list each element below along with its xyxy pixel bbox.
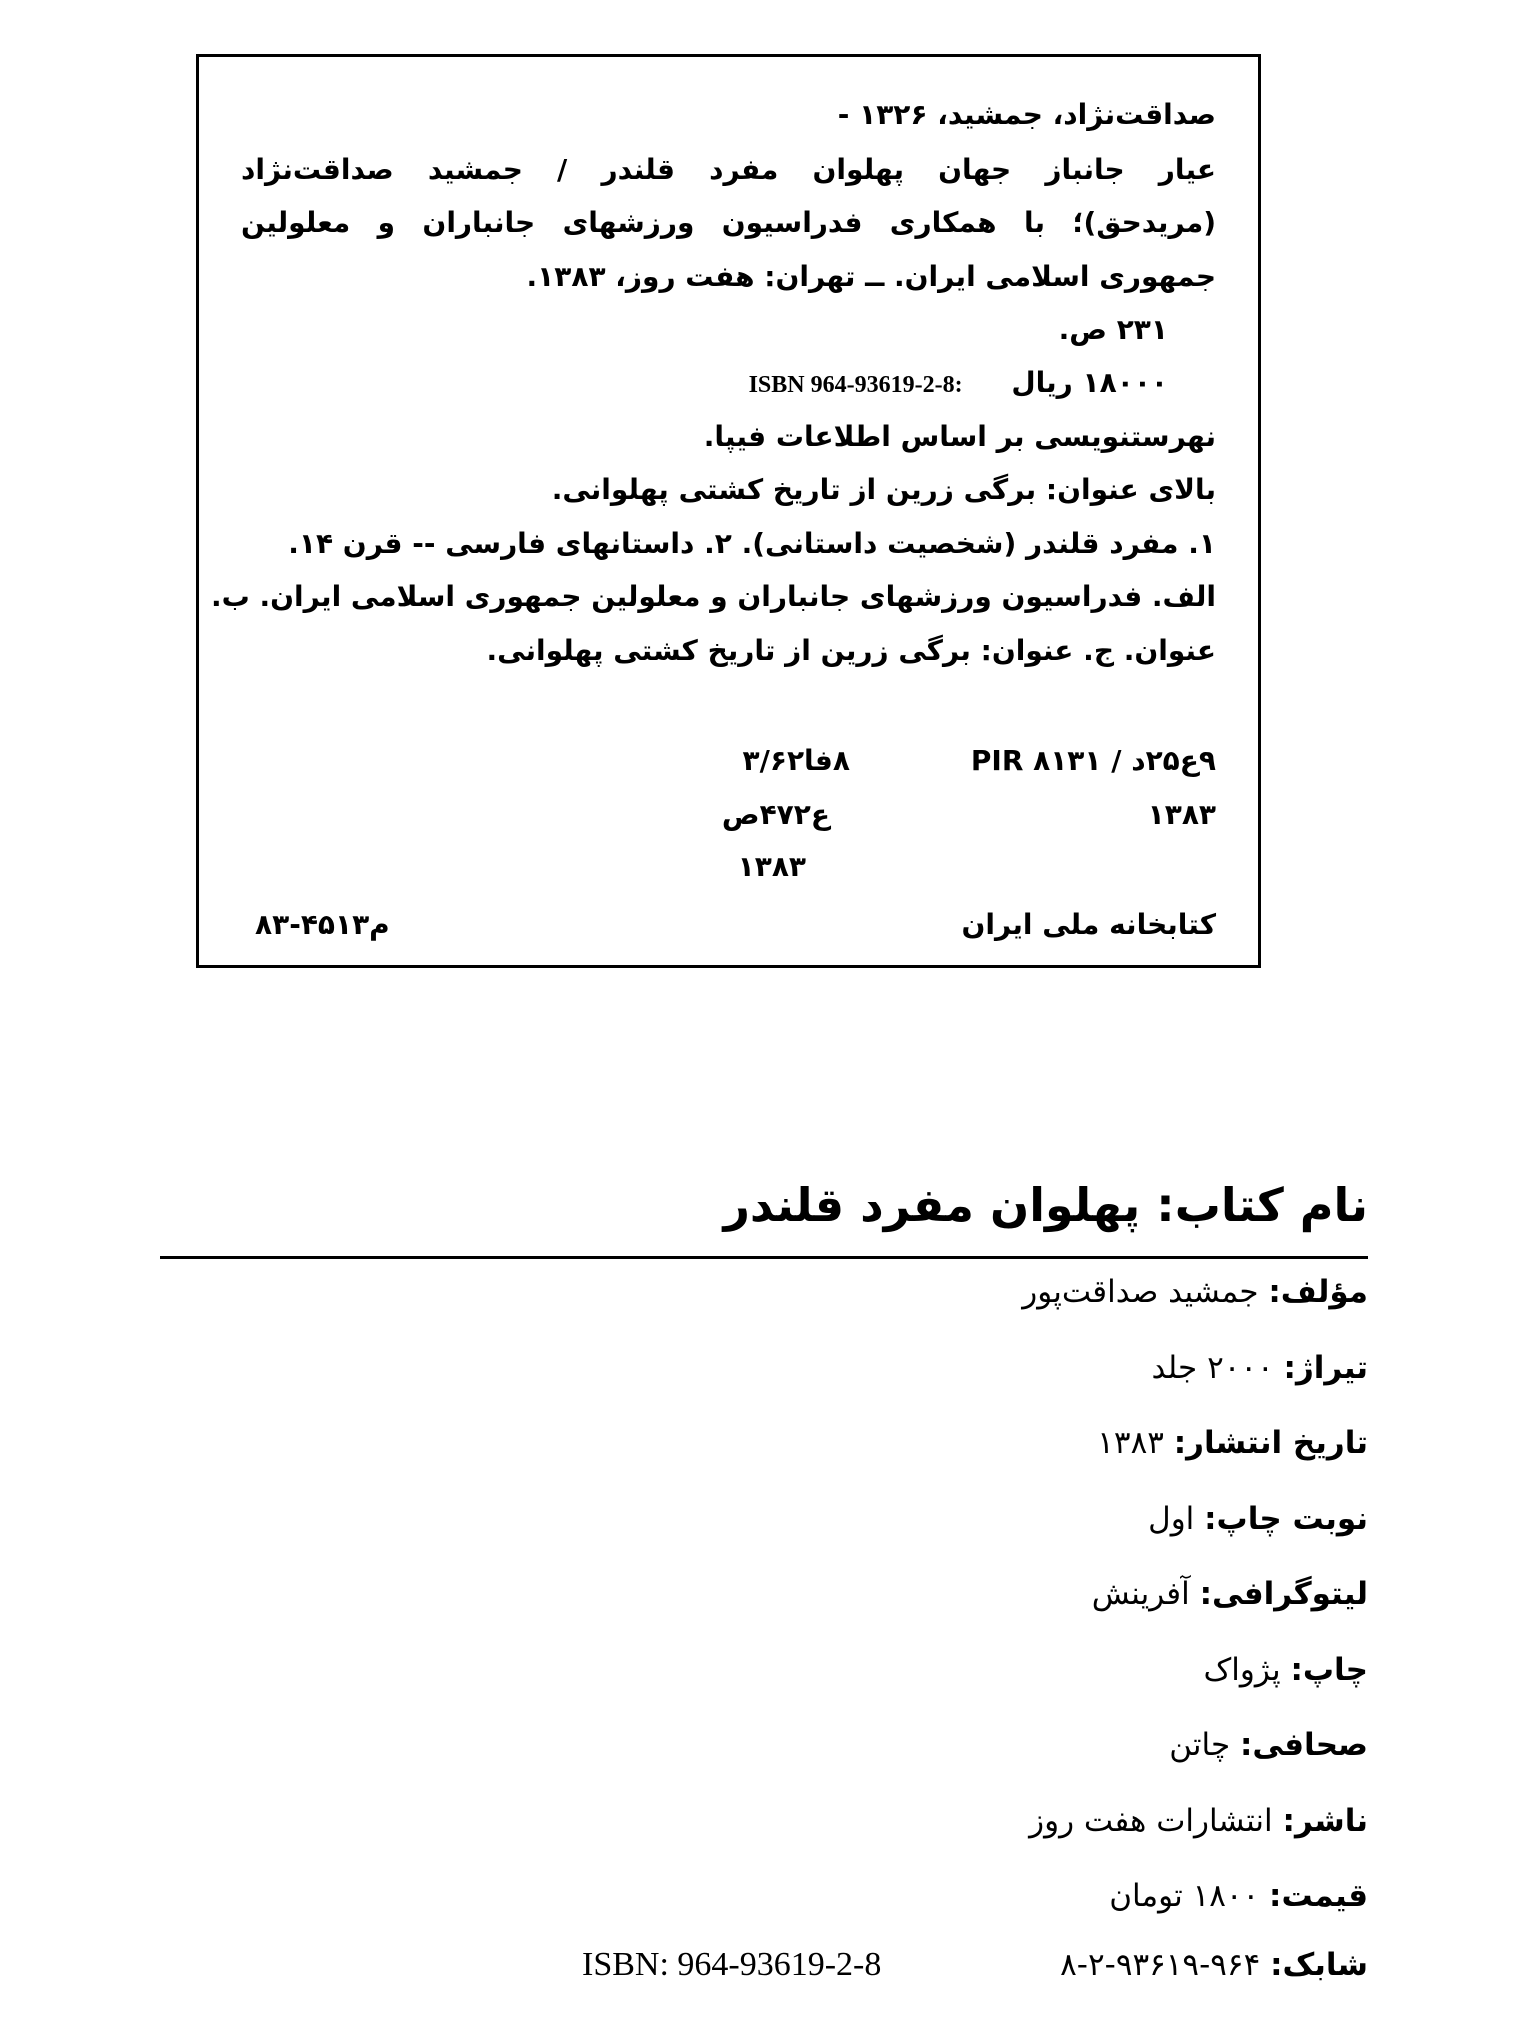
catalog-subject-line: ۱. مفرد قلندر (شخصیت داستانی). ۲. داستانهای فارسی -- قرن ۱۴. [288,527,1216,560]
catalog-title-line: عیار جانباز جهان پهلوان مفرد قلندر / جمشید صداقت‌نژاد [241,153,1216,186]
catalog-dewey-year: ۱۳۸۳ [737,850,806,883]
colophon-isbn-latin: ISBN: 964-93619-2-8 [582,1946,882,1983]
catalog-pages-line: ۲۳۱ ص. [1058,313,1168,346]
colophon-isbn-persian: شابک: ۹۶۴-۹۳۶۱۹-۲-۸ [1060,1947,1368,1983]
catalog-publisher-line: جمهوری اسلامی ایران. ــ تهران: هفت روز، ۱۳۸۳. [526,260,1216,293]
book-title: نام کتاب: پهلوان مفرد قلندر [723,1178,1368,1232]
catalog-subject-line: عنوان. ج. عنوان: برگی زرین از تاریخ کشتی پهلوانی. [486,634,1216,667]
catalog-author-line: صداقت‌نژاد، جمشید، ۱۳۲۶ - [837,98,1216,131]
catalog-isbn: ISBN 964-93619-2-8: [748,372,963,398]
colophon-print-run: تیراژ: ۲۰۰۰ جلد [1151,1350,1368,1386]
colophon-publisher: ناشر: انتشارات هفت روز [1029,1803,1368,1839]
colophon-publish-date: تاریخ انتشار: ۱۳۸۳ [1097,1425,1368,1461]
colophon-author: مؤلف: جمشید صداقت‌پور [1022,1274,1368,1310]
catalog-price: ۱۸۰۰۰ ریال [1011,366,1168,399]
title-divider [160,1256,1368,1259]
colophon-edition: نوبت چاپ: اول [1148,1501,1368,1537]
catalog-note-line: نهرستنویسی بر اساس اطلاعات فیپا. [703,420,1216,453]
colophon-printing: چاپ: پژواک [1203,1652,1368,1688]
catalog-note-line: بالای عنوان: برگی زرین از تاریخ کشتی پهلوانی. [551,473,1216,506]
colophon-binding: صحافی: چاتن [1169,1727,1368,1763]
colophon-lithography: لیتوگرافی: آفرینش [1091,1576,1368,1612]
catalog-record-box [196,54,1261,968]
catalog-dewey-cutter: ع۴۷۲ص [721,798,830,831]
catalog-lc-class: ۹ع۲۵د / PIR ۸۱۳۱ [970,744,1216,777]
catalog-dewey-class: ۸فا۳/۶۲ [742,744,850,777]
catalog-body-line: (مریدحق)؛ با همکاری فدراسیون ورزشهای جانباران و معلولین [241,206,1216,239]
catalog-record-number: م۴۵۱۳-۸۳ [255,908,390,941]
colophon-price: قیمت: ۱۸۰۰ تومان [1109,1878,1368,1914]
catalog-subject-line: الف. فدراسیون ورزشهای جانباران و معلولین جمهوری اسلامی ایران. ب. [210,580,1216,613]
catalog-library-name: کتابخانه ملی ایران [961,908,1216,941]
catalog-lc-year: ۱۳۸۳ [1147,798,1216,831]
catalog-price-line [749,363,1168,405]
